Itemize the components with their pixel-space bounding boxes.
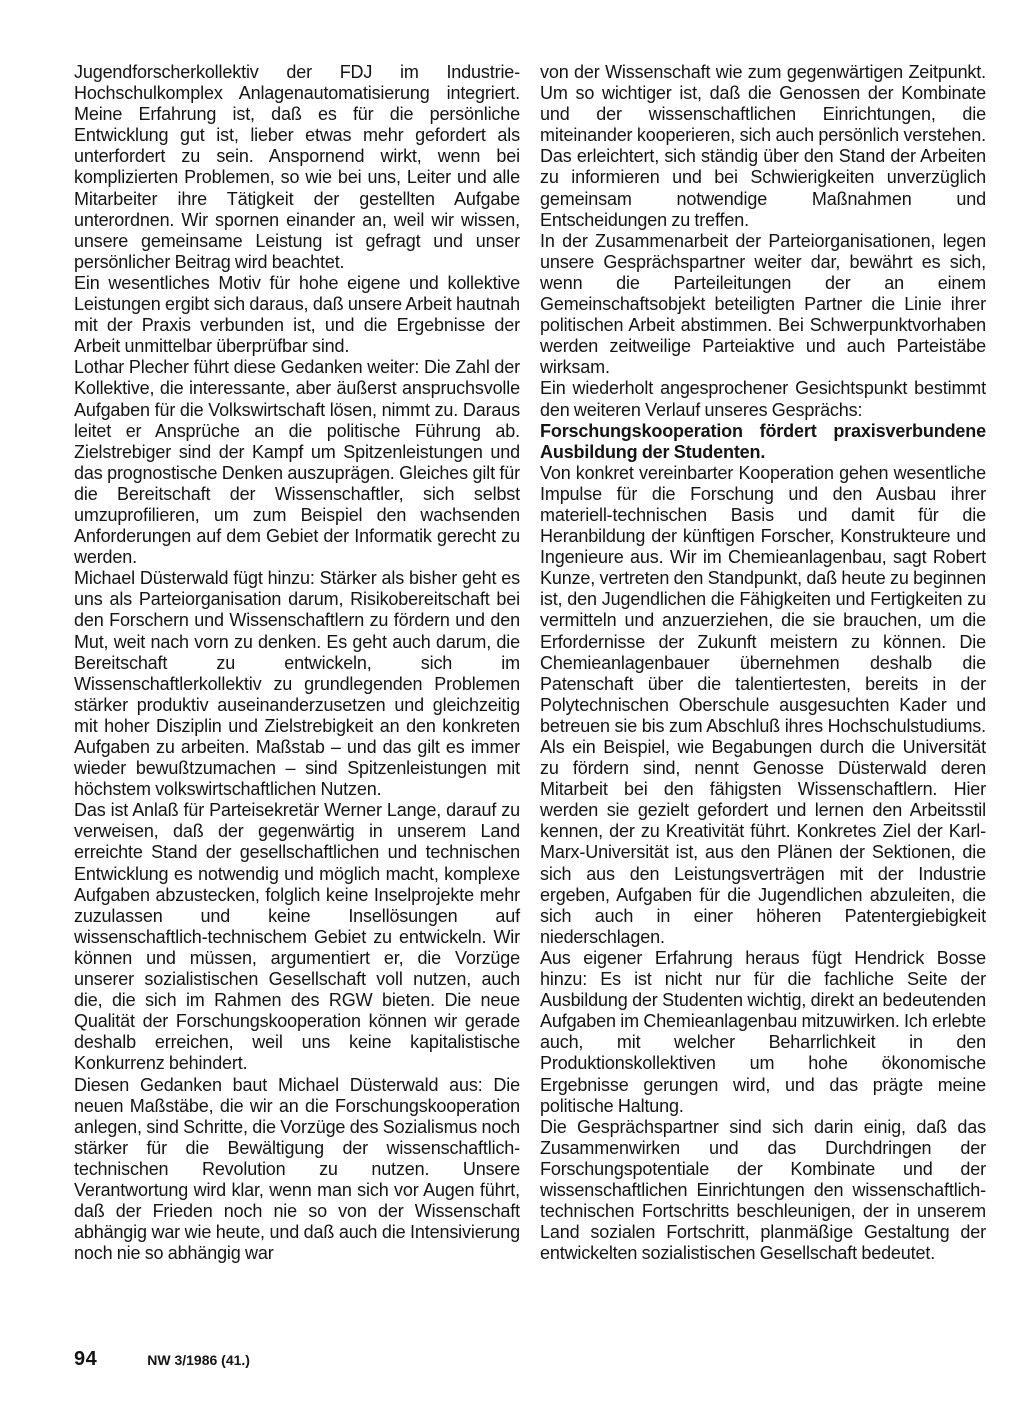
paragraph: Michael Düsterwald fügt hinzu: Stärker als bisher geht es uns als Parteiorganisation darum, Risikobereitschaft bei den Forschern und Wissenschaftlern zu fördern und den Mut, weit nach vorn zu denken. Es geht auch darum, die Bereitschaft zu entwickeln, sich im Wissenschaftlerkollektiv zu grundlegenden Problemen stärker produktiv auseinanderzusetzen und gleichzeitig mit hoher Disziplin und Zielstrebigkeit an den konkreten Aufgaben zu arbeiten. Maßstab – und das gilt es immer wieder bewußtzumachen – sind Spitzenleistungen mit höchstem volkswirtschaftlichen Nutzen. bbox=[74, 568, 520, 800]
left-text-column bbox=[74, 62, 520, 1264]
paragraph: Von konkret vereinbarter Kooperation gehen wesentliche Impulse für die Forschung und den Ausbau ihrer materiell-technischen Basis und damit für die Heranbildung der künftigen Forscher, Konstrukteure und Ingenieure aus. Wir im Chemieanlagenbau, sagt Robert Kunze, vertreten den Standpunkt, daß heute zu beginnen ist, den Jugendlichen die Fähigkeiten und Fertigkeiten zu vermitteln und anzuerziehen, die sie brauchen, um die Erfordernisse der Zukunft meistern zu können. Die Chemieanlagenbauer übernehmen deshalb die Patenschaft über die talentiertesten, bereits in der Polytechnischen Oberschule ausgesuchten Kader und betreuen sie bis zum Abschluß ihres Hochschulstudiums. Als ein Beispiel, wie Begabungen durch die Universität zu fördern sind, nennt Genosse Düsterwald deren Mitarbeit bei den fähigsten Wissenschaftlern. Hier werden sie gezielt gefordert und lernen den Arbeitsstil kennen, der zu Kreativität führt. Konkretes Ziel der Karl-Marx-Universität ist, aus den Plänen der Sektionen, die sich aus den Leistungsverträgen mit der Industrie ergeben, Aufgaben für die Jugendlichen abzuleiten, die sich auch in einer höheren Patentergiebigkeit niederschlagen. bbox=[540, 462, 986, 947]
journal-reference: NW 3/1986 (41.) bbox=[147, 1352, 250, 1368]
paragraph: Jugendforscherkollektiv der FDJ im Industrie-Hochschulkomplex Anlagenautomatisierung integriert. Meine Erfahrung ist, daß es für die persönliche Entwicklung gut ist, lieber etwas mehr gefordert als unterfordert zu sein. Anspornend wirkt, wenn bei komplizierten Problemen, so wie bei uns, Leiter und alle Mitarbeiter ihre Tätigkeit der gestellten Aufgabe unterordnen. Wir spornen einander an, weil wir wissen, unsere gemeinsame Leistung ist gefragt und unser persönlicher Beitrag wird beachtet. bbox=[74, 62, 520, 272]
paragraph: Aus eigener Erfahrung heraus fügt Hendrick Bosse hinzu: Es ist nicht nur für die fachliche Seite der Ausbildung der Studenten wichtig, direkt an bedeutenden Aufgaben im Chemieanlagenbau mitzuwirken. Ich erlebte auch, mit welcher Beharrlichkeit in den Produktionskollektiven um hohe ökonomische Ergebnisse gerungen wird, und das prägte meine politische Haltung. bbox=[540, 947, 986, 1116]
paragraph: Ein wiederholt angesprochener Gesichtspunkt bestimmt den weiteren Verlauf unseres Gesprächs: bbox=[540, 378, 986, 420]
paragraph: Diesen Gedanken baut Michael Düsterwald aus: Die neuen Maßstäbe, die wir an die Forschungskooperation anlegen, sind Schritte, die Vorzüge des Sozialismus noch stärker für die Bewältigung der wissenschaftlich-technischen Revolution zu nutzen. Unsere Verantwortung wird klar, wenn man sich vor Augen führt, daß der Frieden noch nie so von der Wissenschaft abhängig war wie heute, und daß auch die Intensivierung noch nie so abhängig war bbox=[74, 1074, 520, 1264]
section-subheading: Forschungskooperation fördert praxisverbundene Ausbildung der Studenten. bbox=[540, 420, 986, 462]
paragraph: Die Gesprächspartner sind sich darin einig, daß das Zusammenwirken und das Durchdringen der Forschungspotentiale der Kombinate und der wissenschaftlichen Einrichtungen den wissenschaftlich-technischen Fortschritts beschleunigen, der in unserem Land sozialen Fortschritt, planmäßige Gestaltung der entwickelten sozialistischen Gesellschaft bedeutet. bbox=[540, 1116, 986, 1264]
paragraph: Das ist Anlaß für Parteisekretär Werner Lange, darauf zu verweisen, daß der gegenwärtig in unserem Land erreichte Stand der gesellschaftlichen und technischen Entwicklung es notwendig und möglich macht, komplexe Aufgaben abzustecken, folglich keine Inselprojekte mehr zuzulassen und keine Insellösungen auf wissenschaftlich-technischem Gebiet zu entwickeln. Wir können und müssen, argumentiert er, die Vorzüge unserer sozialistischen Gesellschaft voll nutzen, auch die, die sich im Rahmen des RGW bieten. Die neue Qualität der Forschungskooperation können wir gerade deshalb erreichen, weil uns keine kapitalistische Konkurrenz behindert. bbox=[74, 800, 520, 1074]
paragraph: von der Wissenschaft wie zum gegenwärtigen Zeitpunkt. Um so wichtiger ist, daß die Genossen der Kombinate und der wissenschaftlichen Einrichtungen, die miteinander kooperieren, sich auch persönlich verstehen. Das erleichtert, sich ständig über den Stand der Arbeiten zu informieren und bei Schwierigkeiten unverzüglich gemeinsam notwendige Maßnahmen und Entscheidungen zu treffen. bbox=[540, 62, 986, 230]
page-footer bbox=[74, 1348, 250, 1374]
paragraph: In der Zusammenarbeit der Parteiorganisationen, legen unsere Gesprächspartner weiter dar, bewährt es sich, wenn die Parteileitungen der an einem Gemeinschaftsobjekt beteiligten Partner die Linie ihrer politischen Arbeit abstimmen. Bei Schwerpunktvorhaben werden zeitweilige Parteiaktive und auch Parteistäbe wirksam. bbox=[540, 230, 986, 378]
paragraph: Ein wesentliches Motiv für hohe eigene und kollektive Leistungen ergibt sich daraus, daß unsere Arbeit hautnah mit der Praxis verbunden ist, und die Ergebnisse der Arbeit unmittelbar überprüfbar sind. bbox=[74, 272, 520, 357]
page-number: 94 bbox=[74, 1348, 98, 1370]
paragraph: Lothar Plecher führt diese Gedanken weiter: Die Zahl der Kollektive, die interessante, aber äußerst anspruchsvolle Aufgaben für die Volkswirtschaft lösen, nimmt zu. Daraus leitet er Ansprüche an die politische Führung ab. Zielstrebiger sind der Kampf um Spitzenleistungen und das prognostische Denken auszuprägen. Gleiches gilt für die Bereitschaft der Wissenschaftler, sich selbst umzuprofilieren, um zum Beispiel den wachsenden Anforderungen auf dem Gebiet der Informatik gerecht zu werden. bbox=[74, 357, 520, 568]
right-text-column bbox=[540, 62, 986, 1264]
